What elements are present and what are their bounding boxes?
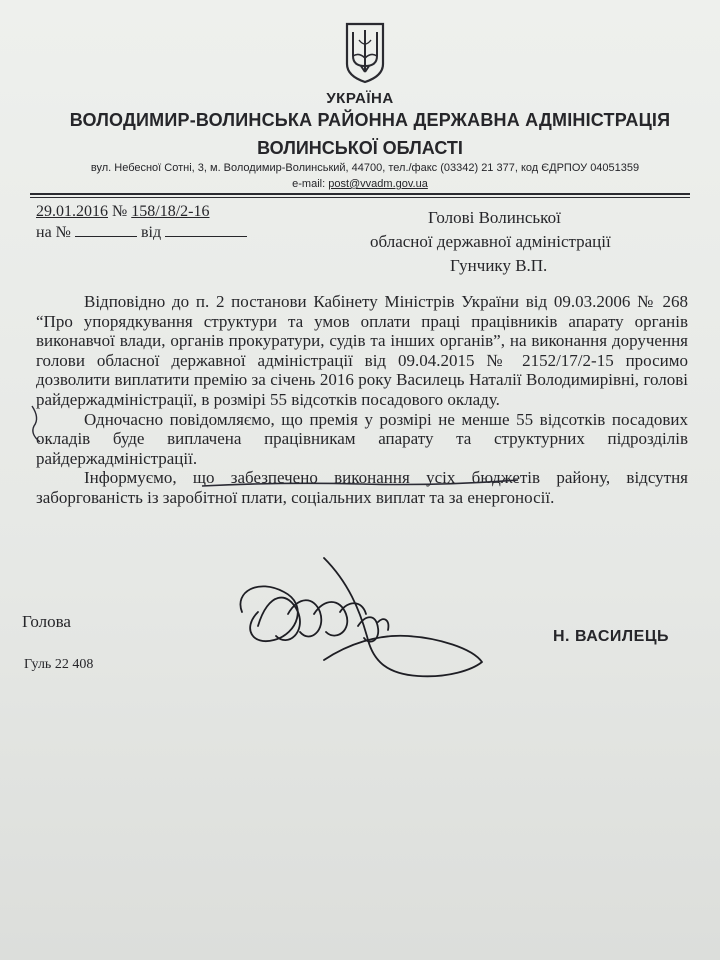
email-link[interactable]: post@vvadm.gov.ua <box>328 178 428 190</box>
handwritten-margin-mark <box>28 404 58 444</box>
letterhead-divider-thin <box>30 197 690 198</box>
outgoing-date: 29.01.2016 <box>36 203 108 220</box>
trident-emblem-icon <box>343 22 387 84</box>
reply-from-label: від <box>140 224 162 241</box>
body-paragraph-2: Одночасно повідомляємо, що премія у розмірі не менше 55 відсотків посадових окладів буде виплачена працівникам апарату та структурних підрозділів райдержадміністрації. <box>36 409 688 468</box>
outgoing-number: 158/18/2-16 <box>131 203 210 220</box>
reply-number-label: на № <box>36 224 71 241</box>
addressee-line3: Гунчику В.П. <box>450 256 548 275</box>
reply-date-blank <box>165 222 247 237</box>
organization-name-line2: ВОЛИНСЬКОЇ ОБЛАСТІ <box>257 138 463 158</box>
executor-info: Гуль 22 408 <box>24 657 94 672</box>
handwritten-signature <box>228 552 488 694</box>
email-label: e-mail: <box>292 178 329 190</box>
handwritten-underline <box>200 470 520 494</box>
outgoing-registration <box>36 203 209 221</box>
organization-email-line <box>0 178 720 190</box>
country-name: УКРАЇНА <box>326 90 394 107</box>
organization-name-line1: ВОЛОДИМИР-ВОЛИНСЬКА РАЙОННА ДЕРЖАВНА АДМІНІСТРАЦІЯ <box>69 110 671 130</box>
addressee-line2: обласної державної адміністрації <box>370 232 611 251</box>
addressee-block <box>370 206 670 278</box>
body-paragraph-1: Відповідно до п. 2 постанови Кабінету Міністрів України від 09.03.2006 № 268 “Про упорядкування структури та умов оплати праці працівників апарату органів виконавчої влади, органів прокуратури, судів та інших органів”, на виконання доручення голови обласної державної адміністрації від 09.04.2015 № 2152/17/2-15 просимо дозволити виплатити премію за січень 2016 року Василець Наталії Володимирівні, голові райдержадміністрації, в розмірі 55 відсотків посадового окладу. <box>36 292 688 409</box>
signer-role: Голова <box>22 612 71 631</box>
organization-address: вул. Небесної Сотні, 3, м. Володимир-Волинський, 44700, тел./факс (03342) 21 377, код ЄДРПОУ 04051359 <box>90 162 640 174</box>
reply-reference <box>36 222 247 242</box>
reply-number-blank <box>75 222 137 237</box>
addressee-line1: Голові Волинської <box>428 208 561 227</box>
signer-name: Н. ВАСИЛЕЦЬ <box>553 628 669 645</box>
body-paragraph-3: Інформуємо, що забезпечено виконання усіх бюджетів району, відсутня заборгованість із заробітної плати, соціальних виплат та за енергоносії. <box>36 468 688 507</box>
letterhead-divider <box>30 193 690 195</box>
number-label: № <box>112 203 128 220</box>
